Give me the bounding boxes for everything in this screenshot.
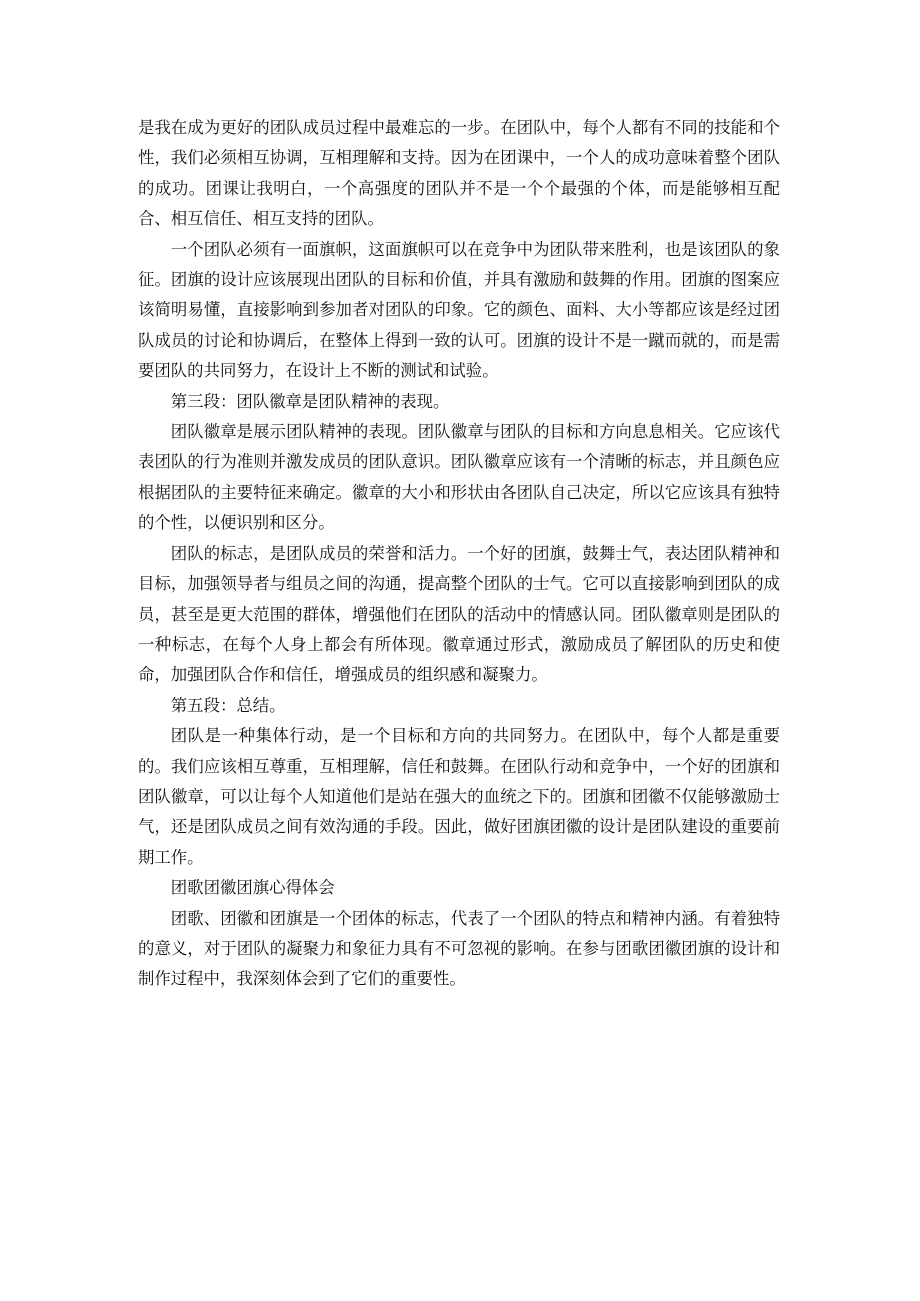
paragraph-summary: 团队是一种集体行动，是一个目标和方向的共同努力。在团队中，每个人都是重要的。我们应该相互尊重，互相理解，信任和鼓舞。在团队行动和竞争中，一个好的团旗和团队徽章，可以让每个人知道他们是站在强大的血统之下的。团旗和团徽不仅能够激励士气，还是团队成员之间有效沟通的手段。因此，做好团旗团徽的设计是团队建设的重要前期工作。 bbox=[138, 726, 780, 867]
paragraph-team-flag: 一个团队必须有一面旗帜，这面旗帜可以在竞争中为团队带来胜利，也是该团队的象征。团旗的设计应该展现出团队的目标和价值，并具有激励和鼓舞的作用。团旗的图案应该简明易懂，直接影响到参加者对团队的印象。它的颜色、面料、大小等都应该是经过团队成员的讨论和协调后，在整体上得到一致的认可。团旗的设计不是一蹴而就的，而是需要团队的共同努力，在设计上不断的测试和试验。 bbox=[138, 239, 780, 381]
section-heading-5: 第五段：总结。 bbox=[170, 695, 286, 715]
paragraph-team-symbol: 团队的标志，是团队成员的荣誉和活力。一个好的团旗，鼓舞士气，表达团队精神和目标，加强领导者与组员之间的沟通，提高整个团队的士气。它可以直接影响到团队的成员，甚至是更大范围的群体，增强他们在团队的活动中的情感认同。团队徽章则是团队的一种标志，在每个人身上都会有所体现。徽章通过形式，激励成员了解团队的历史和使命，加强团队合作和信任，增强成员的组织感和凝聚力。 bbox=[138, 543, 780, 685]
section-heading-3: 第三段：团队徽章是团队精神的表现。 bbox=[170, 391, 450, 411]
paragraph-song-badge-flag: 团歌、团徽和团旗是一个团体的标志，代表了一个团队的特点和精神内涵。有着独特的意义，对于团队的凝聚力和象征力具有不可忽视的影响。在参与团歌团徽团旗的设计和制作过程中，我深刻体会到了它们的重要性。 bbox=[138, 908, 780, 989]
paragraph-continued: 是我在成为更好的团队成员过程中最难忘的一步。在团队中，每个人都有不同的技能和个性，我们必须相互协调，互相理解和支持。因为在团课中，一个人的成功意味着整个团队的成功。团课让我明白，一个高强度的团队并不是一个个最强的个体，而是能够相互配合、相互信任、相互支持的团队。 bbox=[138, 118, 780, 229]
subtitle-heading: 团歌团徽团旗心得体会 bbox=[170, 878, 335, 898]
paragraph-team-badge: 团队徽章是展示团队精神的表现。团队徽章与团队的目标和方向息息相关。它应该代表团队的行为准则并激发成员的团队意识。团队徽章应该有一个清晰的标志，并且颜色应根据团队的主要特征来确定。徽章的大小和形状由各团队自己决定，所以它应该具有独特的个性，以便识别和区分。 bbox=[138, 422, 780, 533]
document-page bbox=[138, 113, 780, 995]
